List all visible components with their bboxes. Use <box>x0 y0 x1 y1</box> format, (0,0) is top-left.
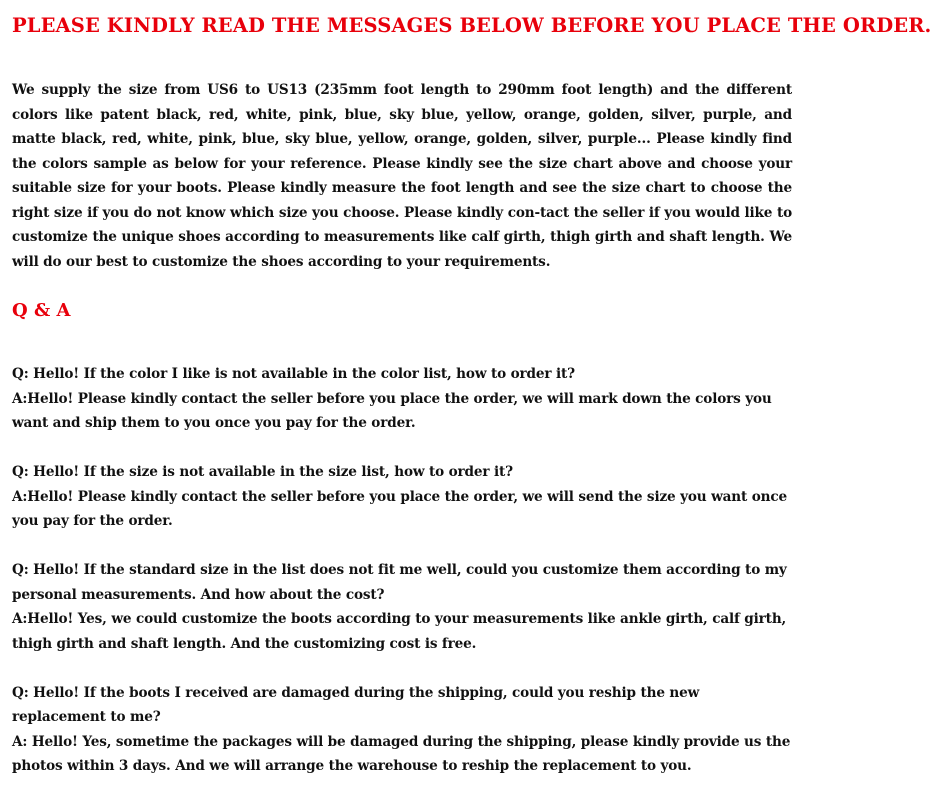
qa-answer: A: Hello! Yes, sometime the packages will be damaged during the shipping, please kindly provide us the photos within 3 days. And we will arrange the warehouse to reship the replacement to you. <box>12 733 791 774</box>
qa-answer: A:Hello! Please kindly contact the seller before you place the order, we will send the size you want once you pay for the order. <box>12 488 788 529</box>
qa-item-2 <box>12 460 792 534</box>
qa-question: Q: Hello! If the color I like is not available in the color list, how to order it? <box>12 366 575 382</box>
qa-answer: A:Hello! Yes, we could customize the boots according to your measurements like ankle girth, calf girth, thigh girth and shaft length. And the customizing cost is free. <box>12 611 787 652</box>
qa-question: Q: Hello! If the size is not available in the size list, how to order it? <box>12 464 513 480</box>
qa-item-4 <box>12 681 792 779</box>
qa-item-1 <box>12 362 792 436</box>
intro-paragraph: We supply the size from US6 to US13 (235mm foot length to 290mm foot length) and the different colors like patent black, red, white, pink, blue, sky blue, yellow, orange, golden, silver, purple, and matte black, red, white, pink, blue, sky blue, yellow, orange, golden, silver, purple... Please kindly find the colors sample as below for your reference. Please kindly see the size chart above and choose your suitable size for your boots. Please kindly measure the foot length and see the size chart to choose the right size if you do not know which size you choose. Please kindly con-tact the seller if you would like to customize the unique shoes according to measurements like calf girth, thigh girth and shaft length. We will do our best to customize the shoes according to your requirements. <box>12 82 792 270</box>
qa-item-3 <box>12 558 792 656</box>
qa-list <box>12 362 792 803</box>
notice-title: PLEASE KINDLY READ THE MESSAGES BELOW BEFORE YOU PLACE THE ORDER. <box>12 14 931 37</box>
qa-title: Q & A <box>12 300 71 321</box>
qa-question: Q: Hello! If the boots I received are damaged during the shipping, could you reship the new replacement to me? <box>12 684 700 725</box>
qa-question: Q: Hello! If the standard size in the list does not fit me well, could you customize them according to my personal measurements. And how about the cost? <box>12 562 787 603</box>
qa-answer: A:Hello! Please kindly contact the seller before you place the order, we will mark down the colors you want and ship them to you once you pay for the order. <box>12 390 772 431</box>
